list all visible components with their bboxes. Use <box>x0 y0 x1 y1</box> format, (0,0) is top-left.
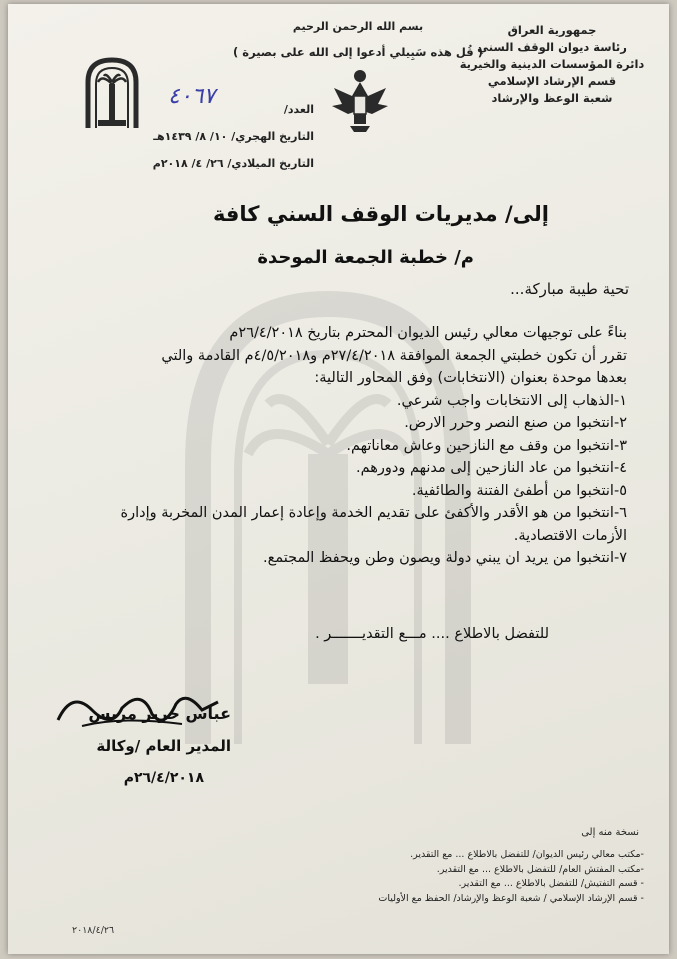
header-line-country: جمهورية العراق <box>507 23 597 37</box>
point-5: ٥-انتخبوا من أطفئ الفتنة والطائفية. <box>411 482 627 499</box>
signatory-name: عباس حرير مريس <box>88 704 231 723</box>
copy-recipient: - قسم التفتيش/ للتفضل بالاطلاع ... مع التقدير. <box>458 878 644 889</box>
signatory-title: المدير العام /وكالة <box>96 737 231 755</box>
handwritten-document-number: ٤٠٦٧ <box>168 84 216 109</box>
body-line: بناءً على توجيهات معالي رئيس الديوان المحترم بتاريخ ٢٦/٤/٢٠١٨م <box>229 325 627 341</box>
copy-recipient: - قسم الإرشاد الإسلامي / شعبة الوعظ والإرشاد/ الحفظ مع الأوليات <box>378 892 644 904</box>
letter-body <box>37 322 627 570</box>
point-6: ٦-انتخبوا من هو الأقدر والأكفئ على تقديم الخدمة وإعادة إعمار المدن المخربة وإدارة <box>120 505 627 521</box>
point-4: ٤-انتخبوا من عاد النازحين إلى مدنهم ودورهم. <box>356 460 627 476</box>
document-meta <box>124 96 314 177</box>
basmala: بسم الله الرحمن الرحيم <box>292 20 424 33</box>
point-3: ٣-انتخبوا من وقف مع النازحين وعاش معاناتهم. <box>346 437 627 454</box>
eagle-emblem-icon <box>330 66 390 134</box>
quran-verse: ( قُل هذه سَبِيلي أدعوا إلى الله على بصيرة ) <box>233 45 483 59</box>
copies-list <box>304 848 644 906</box>
header-line-division: شعبة الوعظ والإرشاد <box>491 91 613 105</box>
greeting: تحية طيبة مباركة... <box>510 280 629 298</box>
header-line-department: دائرة المؤسسات الدينية والخيرية <box>459 57 645 71</box>
copy-recipient: -مكتب المفتش العام/ للتفضل بالاطلاع ... مع التقدير. <box>436 863 644 875</box>
body-line: بعدها موحدة بعنوان (الانتخابات) وفق المحاور التالية: <box>314 370 627 386</box>
header-line-presidency: رئاسة ديوان الوقف السني <box>477 40 627 54</box>
subject-line: م/ خطبة الجمعة الموحدة <box>257 247 474 268</box>
point-6-continued: الأزمات الاقتصادية. <box>513 527 627 544</box>
footer-date: ٢٠١٨/٤/٢٦ <box>72 925 115 936</box>
point-7: ٧-انتخبوا من يريد ان يبني دولة ويصون وطن ويحفظ المجتمع. <box>263 550 627 566</box>
copy-recipient: -مكتب معالي رئيس الديوان/ للتفضل بالاطلاع ... مع التقدير. <box>410 849 644 860</box>
header-line-section: قسم الإرشاد الإسلامي <box>487 74 617 88</box>
closing-line: للتفضل بالاطلاع .... مـــع التقديـــــــر . <box>315 626 549 642</box>
body-line: تقرر أن تكون خطبتي الجمعة الموافقة ٢٧/٤/٢٠١٨م و٤/٥/٢٠١٨م القادمة والتي <box>161 347 627 364</box>
ministry-header <box>457 22 647 107</box>
signature-date: ٢٦/٤/٢٠١٨م <box>123 770 204 786</box>
copies-title: نسخة منه إلى <box>581 827 639 838</box>
point-1: ١-الذهاب إلى الانتخابات واجب شرعي. <box>396 392 627 409</box>
document-sheet <box>8 4 669 954</box>
number-label: العدد/ <box>283 103 314 116</box>
hijri-date: التاريخ الهجري/ ١٠/ ٨/ ١٤٣٩هـ <box>153 130 314 143</box>
point-2: ٢-انتخبوا من صنع النصر وحرر الارض. <box>404 415 627 431</box>
addressee-line: إلى/ مديريات الوقف السني كافة <box>212 202 549 226</box>
gregorian-date: التاريخ الميلادي/ ٢٦/ ٤/ ٢٠١٨م <box>152 157 314 170</box>
